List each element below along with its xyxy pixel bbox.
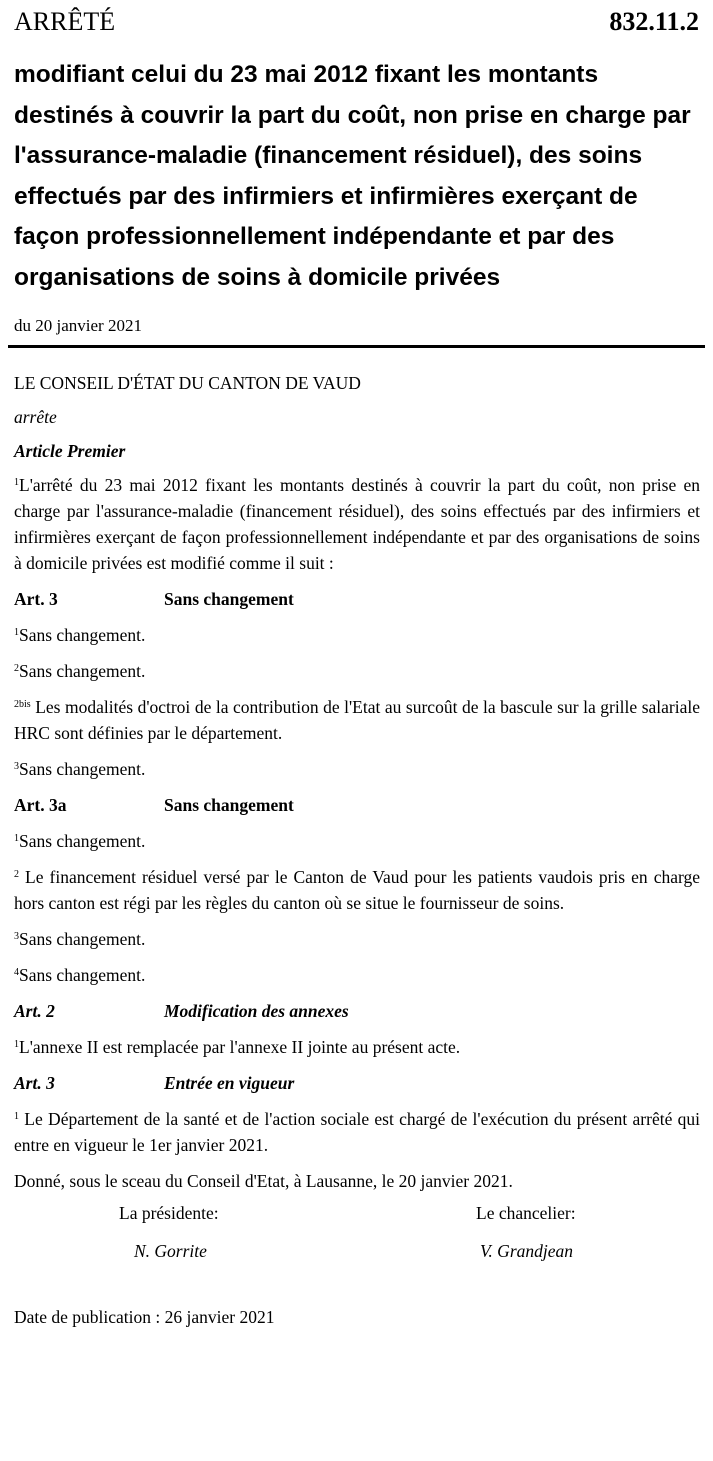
document-date: du 20 janvier 2021	[14, 316, 142, 335]
paragraph-number: 1	[14, 833, 19, 844]
paragraph-number: 1	[14, 1111, 19, 1122]
article-title: Sans changement	[164, 795, 294, 815]
article-title: Modification des annexes	[164, 1001, 349, 1021]
paragraph-text: Les modalités d'octroi de la contribution de l'Etat au surcoût de la bascule sur la grille salariale HRC sont définies par le département.	[14, 697, 700, 743]
article-premier-heading: Article Premier	[14, 441, 126, 461]
paragraph	[14, 864, 700, 916]
chancellor-title: Le chancelier:	[476, 1203, 576, 1223]
article-heading	[14, 586, 700, 612]
paragraph-number: 2	[14, 663, 19, 674]
signature-block	[14, 1200, 700, 1270]
document-title: modifiant celui du 23 mai 2012 fixant les montants destinés à couvrir la part du coût, non prise en charge par l'assurance-maladie (financement résiduel), des soins effectués par des infirmiers et infirmières exerçant de façon professionnellement indépendante et par des organisations de soins à domicile privées	[14, 61, 691, 291]
paragraph-text: Sans changement.	[19, 929, 146, 949]
paragraph	[14, 828, 700, 854]
paragraph	[14, 962, 700, 988]
article-title: Sans changement	[164, 589, 294, 609]
article-premier-paragraph	[14, 472, 700, 576]
publication-date: Date de publication : 26 janvier 2021	[14, 1307, 275, 1327]
decree-verb: arrête	[14, 407, 57, 427]
chancellor-name: V. Grandjean	[480, 1241, 574, 1261]
paragraph	[14, 622, 700, 648]
document-number: 832.11.2	[609, 7, 699, 36]
article-number: Art. 3	[14, 1073, 55, 1093]
paragraph-number: 2bis	[14, 699, 31, 710]
document-type: ARRÊTÉ	[14, 7, 116, 36]
document-body	[14, 370, 700, 1330]
paragraph-text: Sans changement.	[19, 661, 146, 681]
paragraph	[14, 756, 700, 782]
paragraph-number: 1	[14, 1039, 19, 1050]
article-heading	[14, 998, 700, 1024]
council-name: LE CONSEIL D'ÉTAT DU CANTON DE VAUD	[14, 373, 361, 393]
president-name: N. Gorrite	[134, 1241, 207, 1261]
paragraph-number: 1	[14, 477, 19, 488]
paragraph	[14, 658, 700, 684]
article-number: Art. 2	[14, 1001, 55, 1021]
paragraph-text: L'arrêté du 23 mai 2012 fixant les montants destinés à couvrir la part du coût, non prise en charge par l'assurance-maladie (financement résiduel), des soins effectués par des infirmiers et infirmières exerçant de façon professionnellement indépendante et par des organisations de soins à domicile privées est modifié comme il suit :	[14, 475, 700, 573]
paragraph	[14, 694, 700, 746]
paragraph-number: 3	[14, 931, 19, 942]
president-title: La présidente:	[119, 1203, 219, 1223]
header-divider	[8, 345, 705, 348]
article-number: Art. 3	[14, 589, 58, 609]
paragraph	[14, 1034, 700, 1060]
paragraph	[14, 1106, 700, 1158]
paragraph-text: Le financement résiduel versé par le Canton de Vaud pour les patients vaudois pris en charge hors canton est régi par les règles du canton où se situe le fournisseur de soins.	[14, 867, 701, 913]
paragraph-number: 2	[14, 869, 19, 880]
paragraph-text: Sans changement.	[19, 625, 146, 645]
paragraph-text: Sans changement.	[19, 759, 146, 779]
article-heading	[14, 1070, 700, 1096]
article-number: Art. 3a	[14, 795, 67, 815]
paragraph-number: 4	[14, 967, 19, 978]
signing-statement: Donné, sous le sceau du Conseil d'Etat, à Lausanne, le 20 janvier 2021.	[14, 1171, 513, 1191]
article-title: Entrée en vigueur	[164, 1073, 295, 1093]
article-heading	[14, 792, 700, 818]
paragraph	[14, 926, 700, 952]
document-header	[14, 6, 699, 38]
paragraph-number: 1	[14, 627, 19, 638]
paragraph-text: Sans changement.	[19, 831, 146, 851]
paragraph-number: 3	[14, 761, 19, 772]
paragraph-text: Sans changement.	[19, 965, 146, 985]
paragraph-text: L'annexe II est remplacée par l'annexe II jointe au présent acte.	[19, 1037, 461, 1057]
paragraph-text: Le Département de la santé et de l'action sociale est chargé de l'exécution du présent arrêté qui entre en vigueur le 1er janvier 2021.	[14, 1109, 700, 1155]
